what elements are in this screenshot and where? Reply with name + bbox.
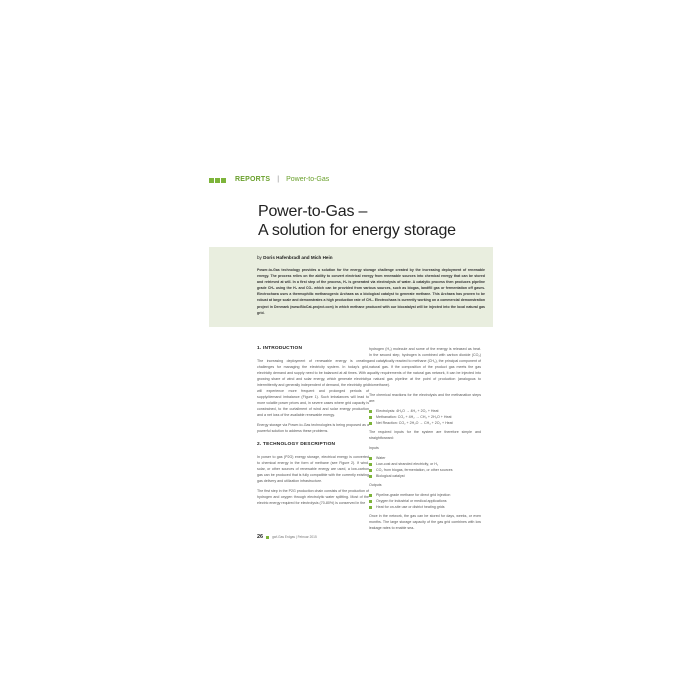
header-separator: | [277,175,280,183]
page-number: 26 [257,534,264,540]
inputs-list [369,455,481,479]
heading-technology: 2. TECHNOLOGY DESCRIPTION [257,442,336,447]
list-item: Heat for on-site use or district heating grids [369,504,481,510]
footer-dot [266,536,269,539]
list-item: Methanation: CO₂ + 4H₂ → CH₄ + 2H₂O + Heat [369,414,481,420]
list-item: Water [369,455,481,461]
title-line-1: Power-to-Gas – [258,203,368,220]
abstract-box [209,247,493,327]
author-names: Doris Hafenbradl and Mich Hein [263,255,333,260]
list-item: Biological catalyst [369,473,481,479]
list-item: Oxygen for industrial or medical applications [369,498,481,504]
author-prefix: by [257,255,262,260]
paragraph: The increasing deployment of renewable energy is creating challenges for managing the electricity system. In today's grid, electricity demand and supply need to be balanced at all times. With a growing share of wind and solar energy, which generate electricity intermittently and generally independent of demand, the electricity grid will experience more frequent and prolonged periods of supply/demand imbalance (Figure 1). Such imbalances will lead to more volatile power prices and, in severe cases where grid capacity is constrained, to the curtailment of wind and solar energy production and a net loss of the available renewable energy. [257,359,369,417]
section-label: REPORTS [235,175,271,183]
author-line [257,255,493,260]
paragraph: The first step in the P2G production chain consists of the production of hydrogen and oxygen through electrolytic water splitting. Most of the electric energy required for electrolysis (70-80%) is conserved in the [257,489,369,505]
page-footer [257,534,317,540]
outputs-list [369,492,481,510]
paragraph: The chemical reactions for the electrolysis and the methanation steps are: [369,393,481,403]
inputs-label: Inputs [369,446,379,450]
list-item: Electrolysis: 4H₂O → 4H₂ + 2O₂ + Heat [369,408,481,414]
abstract-text: Power-to-Gas technology provides a solution for the energy storage challenge created by the increasing deployment of renewable energy. The process relies on the ability to convert electrical energy from renewable sources into chemical energy that can be stored and retrieved at will. In a first step of the process, H₂ is generated via electrolysis of water. A catalytic process then produces pipeline grade CH₄ using the H₂ and CO₂ which can be provided from various sources, such as biogas, landfill gas or fermentation off gases. Electrochaea uses a thermophilic methanogenic Archaea as a biological catalyst to generate methane. This Archaea has proven to be robust at large scale and demonstrates a high production rate of CH₄. Electrochaea is currently working on a commercial demonstration project in Denmark (www.BioCat-project.com) in which methane produced with our biocatalyst will be injected into the local natural gas grid. [257,268,485,315]
reactions-list [369,408,481,426]
paragraph: hydrogen (H₂) molecule and some of the energy is released as heat. In the second step, hydrogen is combined with carbon dioxide (CO₂) and catalytically reacted to methane (CH₄), the principal component of natural gas. If the composition of the product gas meets the gas quality requirements of the natural gas network, it can be injected into a natural gas pipeline at the point of production (analogous to biomethane). [369,347,481,387]
paragraph: The required inputs for the system are therefore simple and straightforward: [369,430,481,440]
left-column [257,346,369,510]
list-item: CO₂ from biogas, fermentation, or other sources [369,467,481,473]
list-item: Pipeline-grade methane for direct grid injection [369,492,481,498]
paragraph: In power to gas (P2G) energy storage, electrical energy is converted to chemical energy in the form of methane (see Figure 2). If wind, solar, or other sources of renewable energy are used, a low-carbon gas can be produced that is fully compatible with the currently existing gas delivery and utilization infrastructure. [257,455,369,483]
list-item: Net Reaction: CO₂ + 2H₂O → CH₄ + 2O₂ + Heat [369,420,481,426]
section-topic: Power-to-Gas [286,175,330,183]
article-title [258,202,456,240]
paragraph: Once in the network, the gas can be stored for days, weeks, or even months. The large storage capacity of the gas grid combines with low leakage rates to enable sea- [369,514,481,530]
heading-introduction: 1. INTRODUCTION [257,346,303,351]
outputs-label: Outputs [369,483,382,487]
paragraph: Energy storage via Power-to-Gas technologies is being proposed as a powerful solution to address these problems. [257,423,369,433]
title-line-2: A solution for energy storage [258,222,456,239]
footer-source: gwf-Gas Erdgas | Februar 2015 [272,535,317,539]
section-header [209,170,329,188]
header-squares [209,170,227,188]
right-column [369,346,481,535]
list-item: Low-cost and stranded electricity, or H₂ [369,461,481,467]
